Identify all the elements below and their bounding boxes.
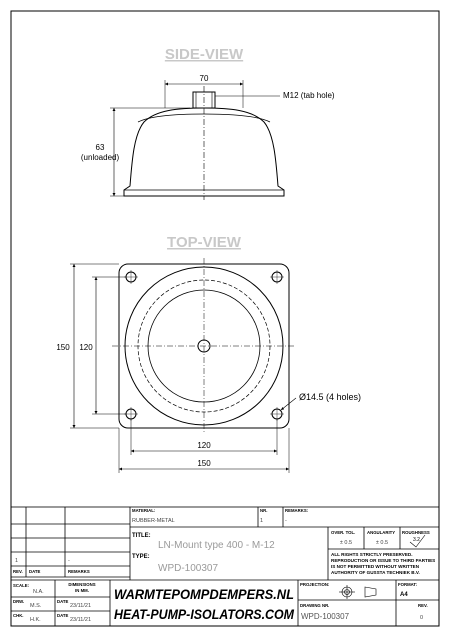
brand-line-1: WARMTEPOMPDEMPERS.NL <box>114 587 294 602</box>
top-view <box>70 258 296 473</box>
side-view-title: SIDE-VIEW <box>164 46 244 63</box>
angularity-label: ANGULARITY <box>367 530 396 535</box>
drawing-number-label: DRAWING NR. <box>300 603 330 608</box>
type-label: TYPE: <box>132 554 150 560</box>
brand-line-2: HEAT-PUMP-ISOLATORS.COM <box>114 607 295 622</box>
roughness-value: 3.2 <box>413 537 420 543</box>
material-value: RUBBER-METAL <box>132 518 175 524</box>
scale-label: SCALE: <box>13 583 29 588</box>
dim-top-inner-horizontal: 120 <box>197 441 211 450</box>
dim-side-height-note: (unloaded) <box>80 153 120 162</box>
tolerance-value: ± 0.5 <box>339 540 353 546</box>
rights-line-1: ALL RIGHTS STRICTLY PRESERVED. <box>331 552 413 557</box>
projection-label: PROJECTION: <box>300 582 330 587</box>
title-value: LN-Mount type 400 - M-12 <box>158 540 275 551</box>
angularity-value: ± 0.5 <box>375 540 389 546</box>
nr-label: NR. <box>260 508 268 513</box>
dimensions-unit: IN MM. <box>75 588 89 593</box>
date-column-label: DATE <box>29 569 41 574</box>
projection-symbol-icon <box>339 585 376 599</box>
dim-side-height: 63 <box>95 143 105 152</box>
dim-holes: Ø14.5 (4 holes) <box>299 392 362 402</box>
material-label: MATERIAL: <box>132 508 156 513</box>
nr-value: 1 <box>260 518 264 524</box>
dim-side-width: 70 <box>199 74 209 83</box>
format-value: A4 <box>400 592 408 598</box>
revision-row-remark: - <box>68 558 70 564</box>
drawing-number-value: WPD-100307 <box>301 612 350 621</box>
drawn-by-label: DRW. <box>13 599 25 604</box>
top-view-title: TOP-VIEW <box>167 234 241 251</box>
roughness-label: ROUGHNESS <box>402 530 430 535</box>
dimensions-label: DIMENSIONS <box>68 582 96 587</box>
drawn-by-value: M.S. <box>30 603 42 609</box>
remarks-column-label: REMARKS <box>68 569 90 574</box>
checked-date-value: 23/11/21 <box>70 617 92 623</box>
title-label: TITLE: <box>132 533 151 539</box>
scale-value: N.A. <box>33 589 44 595</box>
drawn-date-value: 23/11/21 <box>70 603 92 609</box>
remarks-value: - <box>285 518 287 524</box>
rev-value: 0 <box>420 615 424 621</box>
revision-row-number: 1 <box>15 558 19 564</box>
tolerance-label: OVER. TOL. <box>331 530 356 535</box>
rights-line-2: REPRODUCTION OR ISSUE TO THIRD PARTIES <box>331 558 436 563</box>
dim-thread: M12 (tab hole) <box>283 91 335 100</box>
checked-by-value: H.K. <box>30 617 41 623</box>
dim-top-inner-vertical: 120 <box>79 343 93 352</box>
rev-column-label: REV. <box>13 569 23 574</box>
dim-top-outer-vertical: 150 <box>56 343 70 352</box>
drawn-date-label: DATE <box>57 599 69 604</box>
rights-line-4: AUTHORITY OF GUSSTA TECHNIEK B.V. <box>331 570 420 575</box>
remarks-label: REMARKS: <box>285 508 309 513</box>
format-label: FORMAT: <box>398 582 418 587</box>
type-value: WPD-100307 <box>158 563 219 574</box>
checked-date-label: DATE <box>57 613 69 618</box>
checked-by-label: CHK. <box>13 613 24 618</box>
rights-line-3: IS NOT PERMITTED WITHOUT WRITTEN <box>331 564 420 569</box>
rev-label: REV. <box>418 603 428 608</box>
dim-top-outer-horizontal: 150 <box>197 459 211 468</box>
side-view <box>110 80 284 200</box>
